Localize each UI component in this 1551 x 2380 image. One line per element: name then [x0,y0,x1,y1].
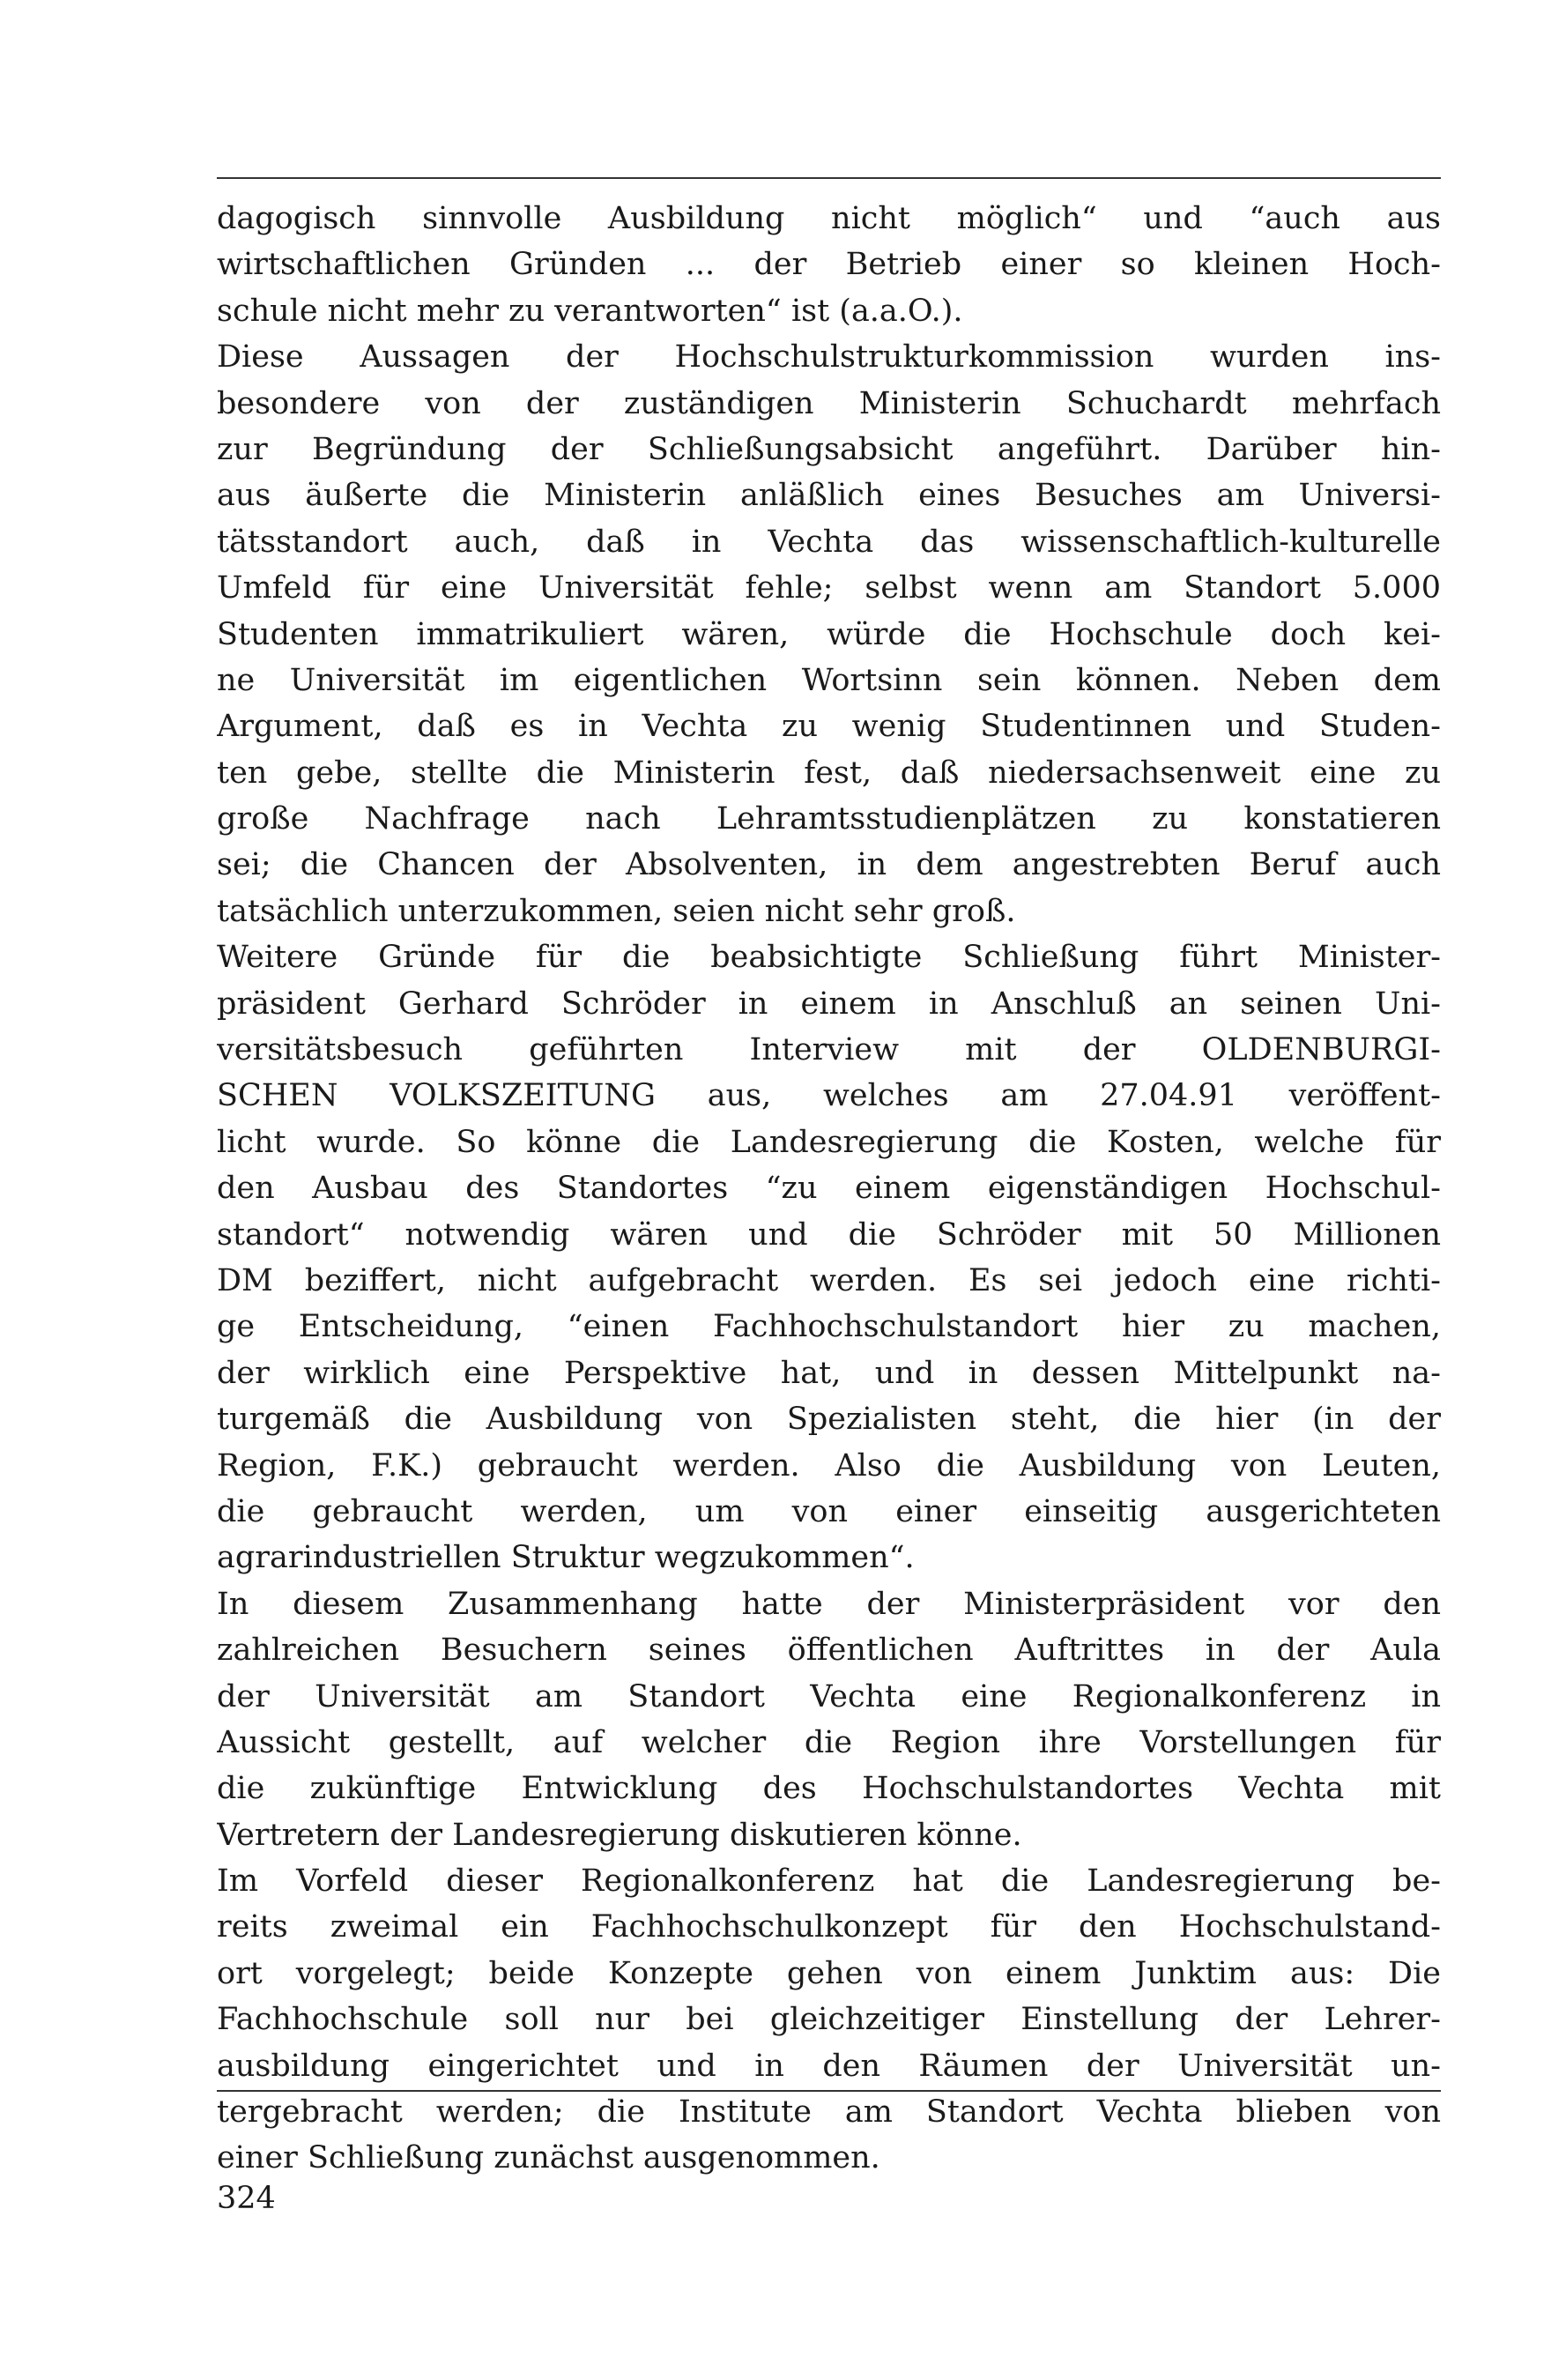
text-line: wirtschaftlichen Gründen ... der Betrieb einer so kleinen Hoch- [217,247,1441,283]
text-line: präsident Gerhard Schröder in einem in Anschluß an seinen Uni- [217,985,1441,1022]
text-line: Umfeld für eine Universität fehle; selbst wenn am Standort 5.000 [217,570,1441,606]
text-line: sei; die Chancen der Absolventen, in dem angestrebten Beruf auch [217,847,1441,883]
body-text [217,196,1441,2182]
text-line: zur Begründung der Schließungsabsicht angeführt. Darüber hin- [217,431,1441,467]
text-line: schule nicht mehr zu verantworten“ ist (a.a.O.). [217,293,963,329]
text-line: dagogisch sinnvolle Ausbildung nicht möglich“ und “auch aus [217,201,1441,236]
text-line: turgemäß die Ausbildung von Spezialisten steht, die hier (in der [217,1402,1441,1438]
text-line: Region, F.K.) gebraucht werden. Also die Ausbildung von Leuten, [217,1447,1441,1484]
text-line: DM beziffert, nicht aufgebracht werden. Es sei jedoch eine richti- [217,1262,1441,1298]
text-line: der Universität am Standort Vechta eine Regionalkonferenz in [217,1678,1441,1714]
text-line: aus äußerte die Ministerin anläßlich eines Besuches am Universi- [217,478,1441,514]
text-line: reits zweimal ein Fachhochschulkonzept für den Hochschulstand- [217,1909,1441,1945]
text-line: Im Vorfeld dieser Regionalkonferenz hat die Landesregierung be- [217,1863,1441,1900]
text-line: einer Schließung zunächst ausgenommen. [217,2140,880,2176]
text-line: Weitere Gründe für die beabsichtigte Schließung führt Minister- [217,940,1441,976]
bottom-rule [217,2090,1441,2092]
text-line: Argument, daß es in Vechta zu wenig Studentinnen und Studen- [217,709,1441,745]
text-line: besondere von der zuständigen Ministerin Schuchardt mehrfach [217,385,1441,421]
text-line: ort vorgelegt; beide Konzepte gehen von einem Junktim aus: Die [217,1955,1441,1991]
text-line: licht wurde. So könne die Landesregierung die Kosten, welche für [217,1124,1441,1160]
text-line: Diese Aussagen der Hochschulstrukturkommission wurden ins- [217,339,1441,376]
text-line: ge Entscheidung, “einen Fachhochschulstandort hier zu machen, [217,1309,1441,1345]
text-line: standort“ notwendig wären und die Schröder mit 50 Millionen [217,1216,1441,1253]
text-line: Aussicht gestellt, auf welcher die Region ihre Vorstellungen für [217,1724,1441,1760]
text-line: große Nachfrage nach Lehramtsstudienplätzen zu konstatieren [217,801,1441,837]
text-line: die gebraucht werden, um von einer einseitig ausgerichteten [217,1493,1441,1529]
text-line: tergebracht werden; die Institute am Standort Vechta blieben von [217,2094,1441,2131]
text-line: In diesem Zusammenhang hatte der Ministerpräsident vor den [217,1586,1441,1622]
page-number: 324 [217,2181,276,2216]
text-line: Studenten immatrikuliert wären, würde die Hochschule doch kei- [217,616,1441,652]
text-line: der wirklich eine Perspektive hat, und in dessen Mittelpunkt na- [217,1355,1441,1391]
text-line: zahlreichen Besuchern seines öffentlichen Auftrittes in der Aula [217,1633,1441,1669]
text-line: den Ausbau des Standortes “zu einem eigenständigen Hochschul- [217,1171,1441,1207]
text-line: SCHEN VOLKSZEITUNG aus, welches am 27.04.91 veröffent- [217,1078,1441,1114]
text-line: ten gebe, stellte die Ministerin fest, daß niedersachsenweit eine zu [217,755,1441,791]
text-line: ne Universität im eigentlichen Wortsinn sein können. Neben dem [217,662,1441,698]
text-line: agrarindustriellen Struktur wegzukommen“. [217,1540,915,1576]
text-line: tatsächlich unterzukommen, seien nicht sehr groß. [217,893,1016,929]
text-line: tätsstandort auch, daß in Vechta das wissenschaftlich-kulturelle [217,524,1441,560]
top-rule [217,177,1441,179]
text-line: ausbildung eingerichtet und in den Räumen der Universität un- [217,2048,1441,2084]
text-line: Vertretern der Landesregierung diskutieren könne. [217,1817,1022,1853]
text-line: versitätsbesuch geführten Interview mit der OLDENBURGI- [217,1032,1441,1068]
text-line: Fachhochschule soll nur bei gleichzeitiger Einstellung der Lehrer- [217,2002,1441,2038]
text-line: die zukünftige Entwicklung des Hochschulstandortes Vechta mit [217,1771,1441,1807]
